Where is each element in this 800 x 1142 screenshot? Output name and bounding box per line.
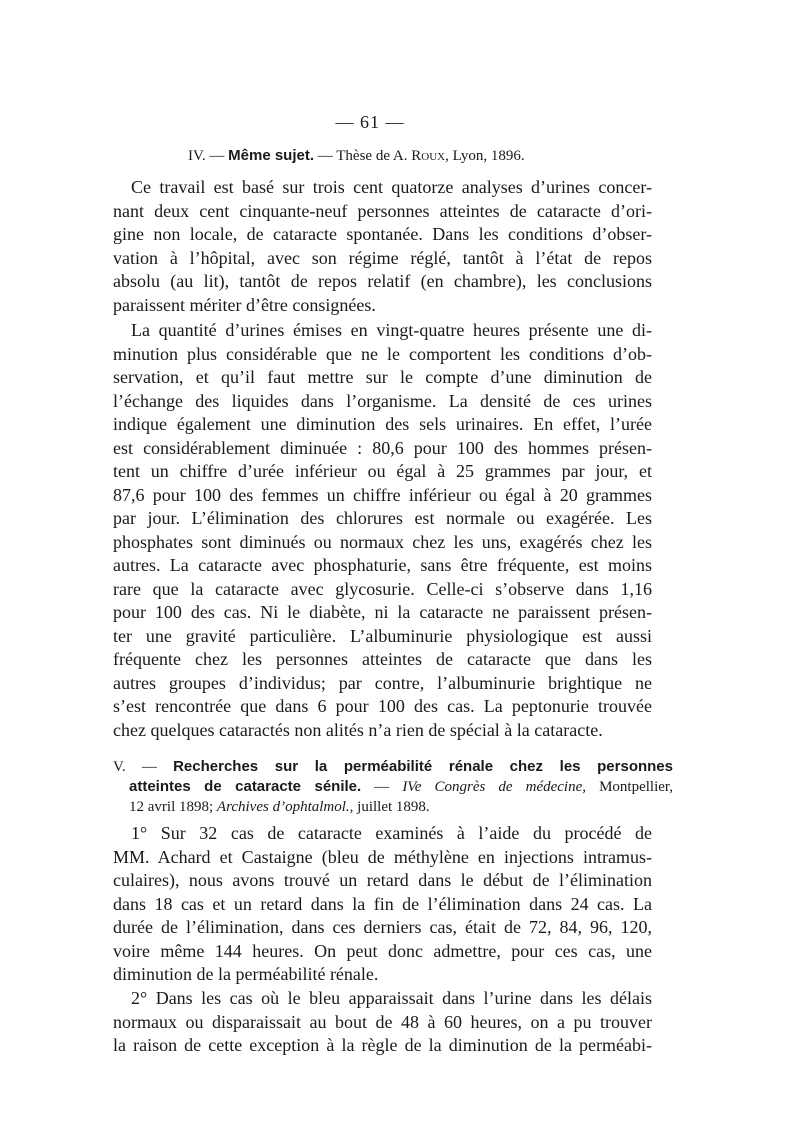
paragraph-line: l’échange des liquides dans l’organisme. La densité de ces urines [113,390,652,411]
paragraph-line: paraissent mériter d’être consignées. [113,294,376,315]
section-v-journal-date: juillet 1898. [357,799,430,815]
paragraph-line: 87,6 pour 100 des femmes un chiffre inférieur ou égal à 20 grammes [113,484,652,505]
paragraph-line: rare que la cataracte avec glycosurie. Celle-ci s’observe dans 1,16 [113,578,652,599]
page-number: — 61 — [335,112,405,132]
section-iv-author: Roux [411,148,446,164]
paragraph-line: 1° Sur 32 cas de cataracte examinés à l’aide du procédé de [131,823,652,843]
section-v-congress: IVe Congrès de médecine, [402,779,587,795]
paragraph-2 [113,319,652,742]
paragraph-line: ter une gravité particulière. L’albuminurie physiologique est aussi [113,625,652,646]
paragraph-line: la raison de cette exception à la règle de la diminution de la perméabi- [113,1035,652,1055]
paragraph-line: par jour. L’élimination des chlorures est normale ou exagérée. Les [113,508,652,528]
section-v-title: Recherches sur la perméabilité rénale chez les personnes [173,758,673,775]
section-iv-ref-pre: Thèse de A. [336,148,408,164]
paragraph-line: phosphates sont diminués ou normaux chez les uns, exagérés chez les [113,531,652,552]
paragraph-line: Ce travail est basé sur trois cent quatorze analyses d’urines concer- [131,177,652,197]
paragraph-line: chez quelques cataractés non alités n’a rien de spécial à la cataracte. [113,719,603,740]
section-v-place: Montpellier, [599,779,674,795]
section-v-journal: Archives d’ophtalmol., [216,799,354,815]
paragraph-line: vation à l’hôpital, avec son régime réglé, tantôt à l’état de repos [113,247,652,268]
paragraph-line: minution plus considérable que ne le comportent les conditions d’ob- [113,343,652,364]
section-v-title-line-2 [113,777,673,797]
section-iv-ref-post: , Lyon, 1896. [445,148,525,164]
section-iv-dash: — [317,148,333,164]
paragraph-line: indique également une diminution des sels urinaires. En effet, l’urée [113,414,652,434]
section-v-heading [113,757,673,817]
section-v-title-line-1 [113,757,673,777]
paragraph-line: voire même 144 heures. On peut donc admettre, pour ces cas, une [113,940,652,961]
section-v-ref-line [113,797,673,817]
paragraph-line: gine non locale, de cataracte spontanée. Dans les conditions d’obser- [113,224,652,244]
paragraph-line: fréquente chez les personnes atteintes de cataracte que dans les [113,649,652,669]
paragraph-line: 2° Dans les cas où le bleu apparaissait dans l’urine dans les délais [131,988,652,1008]
paragraph-line: autres. La cataracte avec phosphaturie, sans être fréquente, est moins [113,555,652,575]
paragraph-line: dans 18 cas et un retard dans la fin de l’élimination dans 24 cas. La [113,893,652,914]
paragraph-line: tent un chiffre d’urée inférieur ou égal à 25 grammes par jour, et [113,461,652,481]
paragraph-line: autres groupes d’individus; par contre, l’albuminurie brightique ne [113,672,652,693]
paragraph-4 [113,987,652,1058]
paragraph-line: est considérablement diminuée : 80,6 pour 100 des hommes présen- [113,437,652,458]
paragraph-1 [113,176,652,317]
paragraph-line: servation, et qu’il faut mettre sur le compte d’une diminution de [113,367,652,387]
section-v-dash: — [374,779,390,795]
paragraph-line: nant deux cent cinquante-neuf personnes atteintes de cataracte d’ori- [113,200,652,221]
section-iv-numeral: IV. — [188,148,225,164]
paragraph-line: absolu (au lit), tantôt de repos relatif (en chambre), les conclusions [113,271,652,291]
paragraph-line: culaires), nous avons trouvé un retard dans le début de l’élimination [113,870,652,890]
paragraph-line: s’est rencontrée que dans 6 pour 100 des cas. La peptonurie trouvée [113,696,652,716]
paragraph-line: durée de l’élimination, dans ces derniers cas, était de 72, 84, 96, 120, [113,917,652,937]
section-v-numeral: V. — [113,759,157,775]
paragraph-line: normaux ou disparaissait au bout de 48 à 60 heures, on a pu trouver [113,1011,652,1032]
section-v-title-cont: atteintes de cataracte sénile. [129,778,362,795]
section-v-date: 12 avril 1898; [129,799,214,815]
section-iv-title: Même sujet. [228,147,315,164]
paragraph-line: pour 100 des cas. Ni le diabète, ni la cataracte ne paraissent présen- [113,602,652,622]
paragraph-line: diminution de la perméabilité rénale. [113,964,379,984]
section-iv-heading [188,146,738,166]
paragraph-line: La quantité d’urines émises en vingt-quatre heures présente une di- [131,320,652,340]
paragraph-3 [113,822,652,987]
paragraph-line: MM. Achard et Castaigne (bleu de méthylène en injections intramus- [113,846,652,867]
